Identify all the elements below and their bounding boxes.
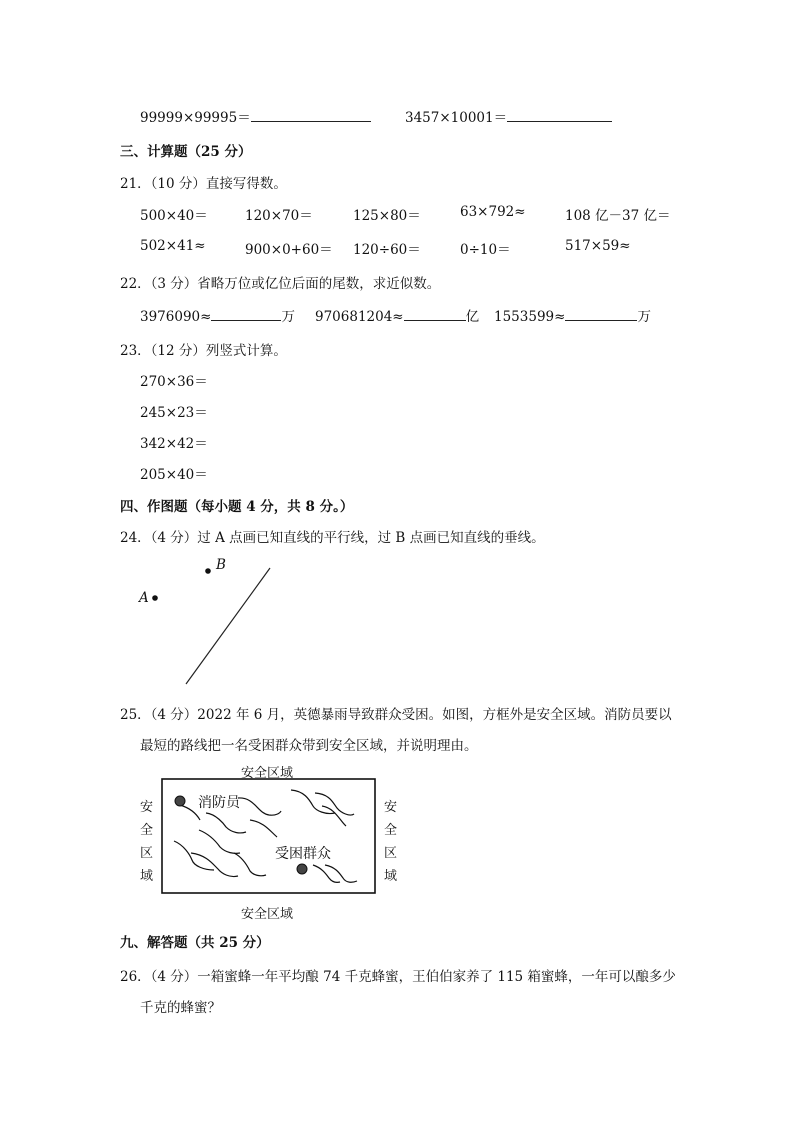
expression-text: 970681204≈	[315, 309, 404, 325]
q21-item: 125×80＝	[353, 208, 421, 224]
q21-item: 120×70＝	[245, 208, 313, 224]
section-3-title: 三、计算题（25 分）	[120, 144, 252, 160]
q21-item: 63×792≈	[460, 204, 526, 220]
trapped-people-label: 受困群众	[275, 846, 331, 862]
q24-figure	[130, 555, 290, 690]
q22-item	[315, 305, 479, 325]
point-a-label: A	[139, 590, 149, 606]
answer-blank[interactable]	[211, 319, 281, 321]
right-safe-label: 安 全 区 域	[384, 800, 398, 884]
q21-item: 500×40＝	[140, 208, 208, 224]
answer-blank[interactable]	[507, 120, 612, 122]
q25-stem-line1: 25．（4 分）2022 年 6 月，英德暴雨导致群众受困。如图，方框外是安全区域。消防员要以	[120, 707, 672, 723]
q22-item	[140, 305, 295, 325]
bottom-safe-label: 安全区域	[241, 907, 294, 922]
q23-item: 205×40＝	[140, 467, 208, 483]
unit-text: 万	[281, 309, 295, 325]
answer-blank[interactable]	[404, 319, 466, 321]
top-row-right	[405, 106, 612, 126]
section-4-title: 四、作图题（每小题 4 分，共 8 分。）	[120, 499, 354, 515]
q21-item: 502×41≈	[140, 238, 206, 254]
expression-text: 99999×99995＝	[140, 110, 251, 126]
q26-stem-line2: 千克的蜂蜜？	[140, 1000, 221, 1016]
point-a-dot	[152, 595, 158, 601]
expression-text: 1553599≈	[494, 309, 566, 325]
q25-stem-line2: 最短的路线把一名受困群众带到安全区域，并说明理由。	[140, 738, 478, 754]
q21-item: 0÷10＝	[460, 242, 511, 258]
q21-item: 517×59≈	[565, 238, 631, 254]
q23-item: 342×42＝	[140, 436, 208, 452]
given-line	[186, 568, 270, 684]
q24-stem: 24．（4 分）过 A 点画已知直线的平行线，过 B 点画已知直线的垂线。	[120, 530, 545, 546]
firefighter-label: 消防员	[198, 795, 240, 811]
q23-stem: 23．（12 分）列竖式计算。	[120, 343, 287, 359]
q26-stem-line1: 26．（4 分）一箱蜜蜂一年平均酿 74 千克蜂蜜，王伯伯家养了 115 箱蜜蜂，一年可以酿多少	[120, 969, 676, 985]
expression-text: 3457×10001＝	[405, 110, 508, 126]
left-safe-label: 安 全 区 域	[140, 800, 154, 884]
q22-stem: 22．（3 分）省略万位或亿位后面的尾数，求近似数。	[120, 276, 441, 292]
answer-blank[interactable]	[251, 120, 371, 122]
q21-item: 108 亿－37 亿＝	[565, 208, 671, 224]
flood-zone-box	[162, 779, 375, 893]
point-b-dot	[205, 568, 211, 574]
point-b-label: B	[216, 557, 226, 573]
q21-item: 120÷60＝	[353, 242, 421, 258]
unit-text: 亿	[465, 309, 480, 325]
q21-item: 900×0+60＝	[245, 242, 333, 258]
q21-stem: 21．（10 分）直接写得数。	[120, 176, 287, 192]
trapped-people-marker	[297, 864, 307, 874]
q23-item: 270×36＝	[140, 374, 208, 390]
answer-blank[interactable]	[565, 319, 637, 321]
top-row-left	[140, 106, 371, 126]
q22-item	[494, 305, 651, 325]
top-safe-label: 安全区域	[241, 766, 294, 781]
q23-item: 245×23＝	[140, 405, 208, 421]
unit-text: 万	[637, 309, 651, 325]
firefighter-marker	[175, 796, 185, 806]
section-9-title: 九、解答题（共 25 分）	[120, 935, 270, 951]
expression-text: 3976090≈	[140, 309, 212, 325]
q25-figure	[160, 777, 378, 897]
